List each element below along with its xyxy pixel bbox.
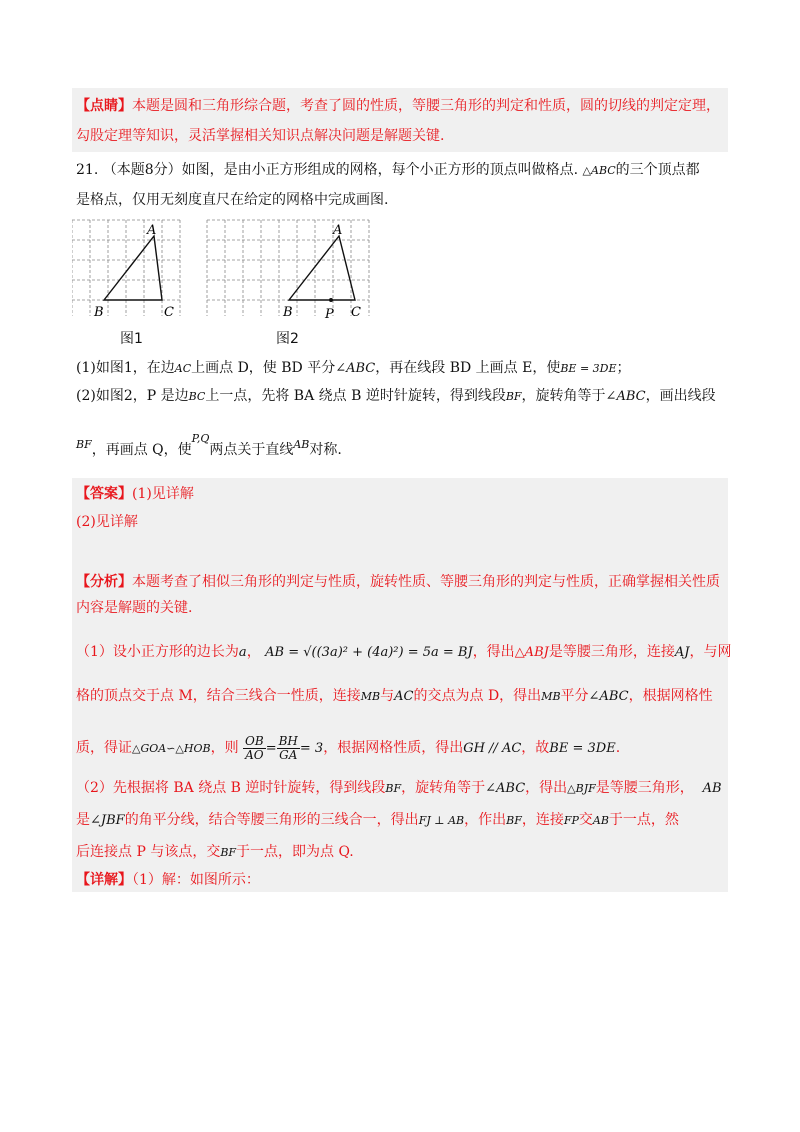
part2-bc: BC <box>188 390 206 403</box>
p5-text-e: ，作出 <box>464 812 507 828</box>
p3-gh-parallel-ac: GH // AC <box>463 741 522 756</box>
comment-text-1: 本题是圆和三角形综合题，考查了圆的性质，等腰三角形的判定和性质，圆的切线的判定定理， <box>132 98 720 114</box>
p2-ac: AC <box>394 689 414 704</box>
p3-be-3de: BE = 3DE <box>549 741 616 756</box>
part1-text-g: ； <box>616 360 631 376</box>
answer-1: (1)见详解 <box>132 486 194 502</box>
problem-text-2: 是格点，仅用无刻度直尺在给定的网格中完成画图. <box>76 192 389 208</box>
problem-text-1: 如图，是由小正方形组成的网格，每个小正方形的顶点叫做格点. <box>181 162 579 178</box>
problem-line-2 <box>76 190 388 210</box>
problem-part-2-line-1 <box>76 386 716 407</box>
part2-text-k: 两点关于直线 <box>209 442 294 458</box>
figure-1-triangle <box>104 236 162 300</box>
part2-ab: AB <box>293 438 310 451</box>
p3-text-h: . <box>615 740 621 756</box>
p3-text-d: ，根据网格性质，得出 <box>323 740 464 756</box>
detail-line <box>76 870 260 890</box>
p5-fp: FP <box>563 814 579 827</box>
p2-text-i: ，根据网格性 <box>628 688 713 704</box>
p6-text-c: 于一点，即为点 Q. <box>236 844 354 860</box>
p1-tri-abj: △ABJ <box>514 645 549 660</box>
p5-text-c: 的角平分线，结合等腰三角形的三线合一，得出 <box>124 812 419 828</box>
answer-2: (2)见详解 <box>76 514 138 530</box>
problem-line-1 <box>76 160 700 181</box>
comment-tag: 【点睛】 <box>76 98 132 114</box>
analysis-intro-1 <box>76 572 720 592</box>
answer-line-1 <box>76 484 194 504</box>
analysis-p4 <box>76 778 722 799</box>
p2-text-g: 平分 <box>560 688 589 704</box>
p3-text-f: ，故 <box>521 740 550 756</box>
p1-text-a: （1）设小正方形的边长为 <box>76 644 239 660</box>
problem-points: （本题8分） <box>102 162 182 178</box>
problem-text-1-tail: 的三个顶点都 <box>615 162 700 178</box>
part2-text-g: ，画出线段 <box>645 388 716 404</box>
figure-1-grid <box>72 216 186 326</box>
p6-bf: BF <box>220 846 237 859</box>
p1-text-f: 是等腰三角形，连接 <box>548 644 675 660</box>
part1-be-3de: BE = 3DE <box>560 362 617 375</box>
part2-text-m: 对称. <box>309 442 342 458</box>
p2-mb: MB <box>360 690 381 703</box>
part1-text-a: (1)如图1，在边 <box>76 360 175 376</box>
p4-ab: AB <box>702 781 722 796</box>
figure-2-caption: 图2 <box>276 331 299 347</box>
p3-eq-3: = 3 <box>299 741 324 756</box>
analysis-p5 <box>76 810 679 831</box>
problem-number: 21. <box>76 162 99 178</box>
part2-text-e: ，旋转角等于 <box>521 388 606 404</box>
p1-text-c: ， <box>246 644 261 660</box>
part2-pq: P,Q <box>191 432 210 445</box>
part2-bf: BF <box>505 390 522 403</box>
part1-ac: AC <box>174 362 192 375</box>
p2-text-e: 的交点为点 D，得出 <box>413 688 542 704</box>
analysis-p6 <box>76 842 354 863</box>
p5-angle-jbf: ∠JBF <box>90 813 125 828</box>
p5-text-a: 是 <box>76 812 90 828</box>
p3-fraction-bh-ga <box>277 735 300 762</box>
figure-1-label-c: C <box>164 305 174 320</box>
p4-text-c: ，旋转角等于 <box>401 780 486 796</box>
p4-text-e: ，得出 <box>525 780 568 796</box>
analysis-p2 <box>76 686 713 707</box>
analysis-intro-text-1: 本题考查了相似三角形的判定与性质，旋转性质、等腰三角形的判定与性质，正确掌握相关性质 <box>132 574 720 590</box>
p3-text-c: ，则 <box>210 740 239 756</box>
part1-angle-abc: ∠ABC <box>335 361 376 376</box>
figure-2-label-b: B <box>283 305 293 320</box>
p1-a: a <box>238 645 247 660</box>
p3-eq: = <box>265 741 277 756</box>
p5-fj-perp-ab: FJ ⊥ AB <box>418 814 465 827</box>
p3-fraction-ob-ao <box>243 735 266 762</box>
p3-text-a: 质，得证 <box>76 740 132 756</box>
analysis-intro-text-2: 内容是解题的关键. <box>76 600 193 616</box>
p1-aj: AJ <box>674 645 690 660</box>
p3-ao: AO <box>245 747 264 762</box>
p3-ob: OB <box>245 733 264 748</box>
p5-text-k: 于一点，然 <box>608 812 679 828</box>
analysis-p3 <box>76 734 620 763</box>
p3-bh: BH <box>278 733 298 748</box>
part2-text-a: (2)如图2，P 是边 <box>76 388 189 404</box>
p2-angle-abc: ∠ABC <box>588 689 629 704</box>
p5-text-g: ，连接 <box>521 812 564 828</box>
figure-1-caption: 图1 <box>120 331 143 347</box>
p6-text-a: 后连接点 P 与该点，交 <box>76 844 221 860</box>
part1-text-e: ，再在线段 BD 上画点 E，使 <box>375 360 561 376</box>
p3-similar: △GOA∽△HOB <box>132 742 211 755</box>
comment-line-2 <box>76 126 444 146</box>
figure-2-label-c: C <box>351 305 361 320</box>
p1-formula: AB = √((3a)² + (4a)²) = 5a = BJ <box>265 645 473 660</box>
p4-text-a: （2）先根据将 BA 绕点 B 逆时针旋转，得到线段 <box>76 780 386 796</box>
answer-line-2 <box>76 512 138 532</box>
part2-bf-2: BF <box>76 438 92 451</box>
p2-mb-2: MB <box>541 690 561 703</box>
figure-2-grid <box>205 216 381 326</box>
p5-bf: BF <box>506 814 522 827</box>
p4-bf: BF <box>385 782 402 795</box>
part1-text-c: 上画点 D，使 BD 平分 <box>191 360 336 376</box>
detail-text: （1）解：如图所示： <box>132 872 260 888</box>
detail-tag: 【详解】 <box>76 872 132 888</box>
answer-tag: 【答案】 <box>76 486 132 502</box>
p3-ga: GA <box>279 747 298 762</box>
problem-part-2-line-2 <box>76 432 342 461</box>
triangle-abc: △ABC <box>582 164 616 177</box>
p1-text-h: ，与网 <box>689 644 732 660</box>
p4-angle-abc: ∠ABC <box>485 781 526 796</box>
figure-2-point-p <box>329 298 333 302</box>
figure-1-label-b: B <box>94 305 104 320</box>
comment-line-1 <box>76 96 720 116</box>
figure-1-label-a: A <box>147 223 157 238</box>
analysis-p1 <box>76 642 731 663</box>
figure-2-label-p: P <box>325 307 334 322</box>
p2-text-c: 与 <box>380 688 395 704</box>
p1-text-d: ，得出 <box>472 644 515 660</box>
p5-ab: AB <box>592 814 609 827</box>
part2-text-c: 上一点，先将 BA 绕点 B 逆时针旋转，得到线段 <box>205 388 506 404</box>
p4-text-g: 是等腰三角形， <box>595 780 694 796</box>
part2-angle-abc: ∠ABC <box>605 389 646 404</box>
figure-2-triangle <box>289 236 355 300</box>
p4-tri-bjf: △BJF <box>567 782 596 795</box>
part2-text-i: ，再画点 Q，使 <box>91 442 192 458</box>
problem-part-1 <box>76 358 631 379</box>
comment-text-2: 勾股定理等知识，灵活掌握相关知识点解决问题是解题关键. <box>76 128 445 144</box>
analysis-intro-2 <box>76 598 192 618</box>
p2-text-a: 格的顶点交于点 M，结合三线合一性质，连接 <box>76 688 361 704</box>
p5-text-i: 交 <box>578 812 593 828</box>
analysis-tag: 【分析】 <box>76 574 132 590</box>
figure-2-label-a: A <box>333 223 343 238</box>
